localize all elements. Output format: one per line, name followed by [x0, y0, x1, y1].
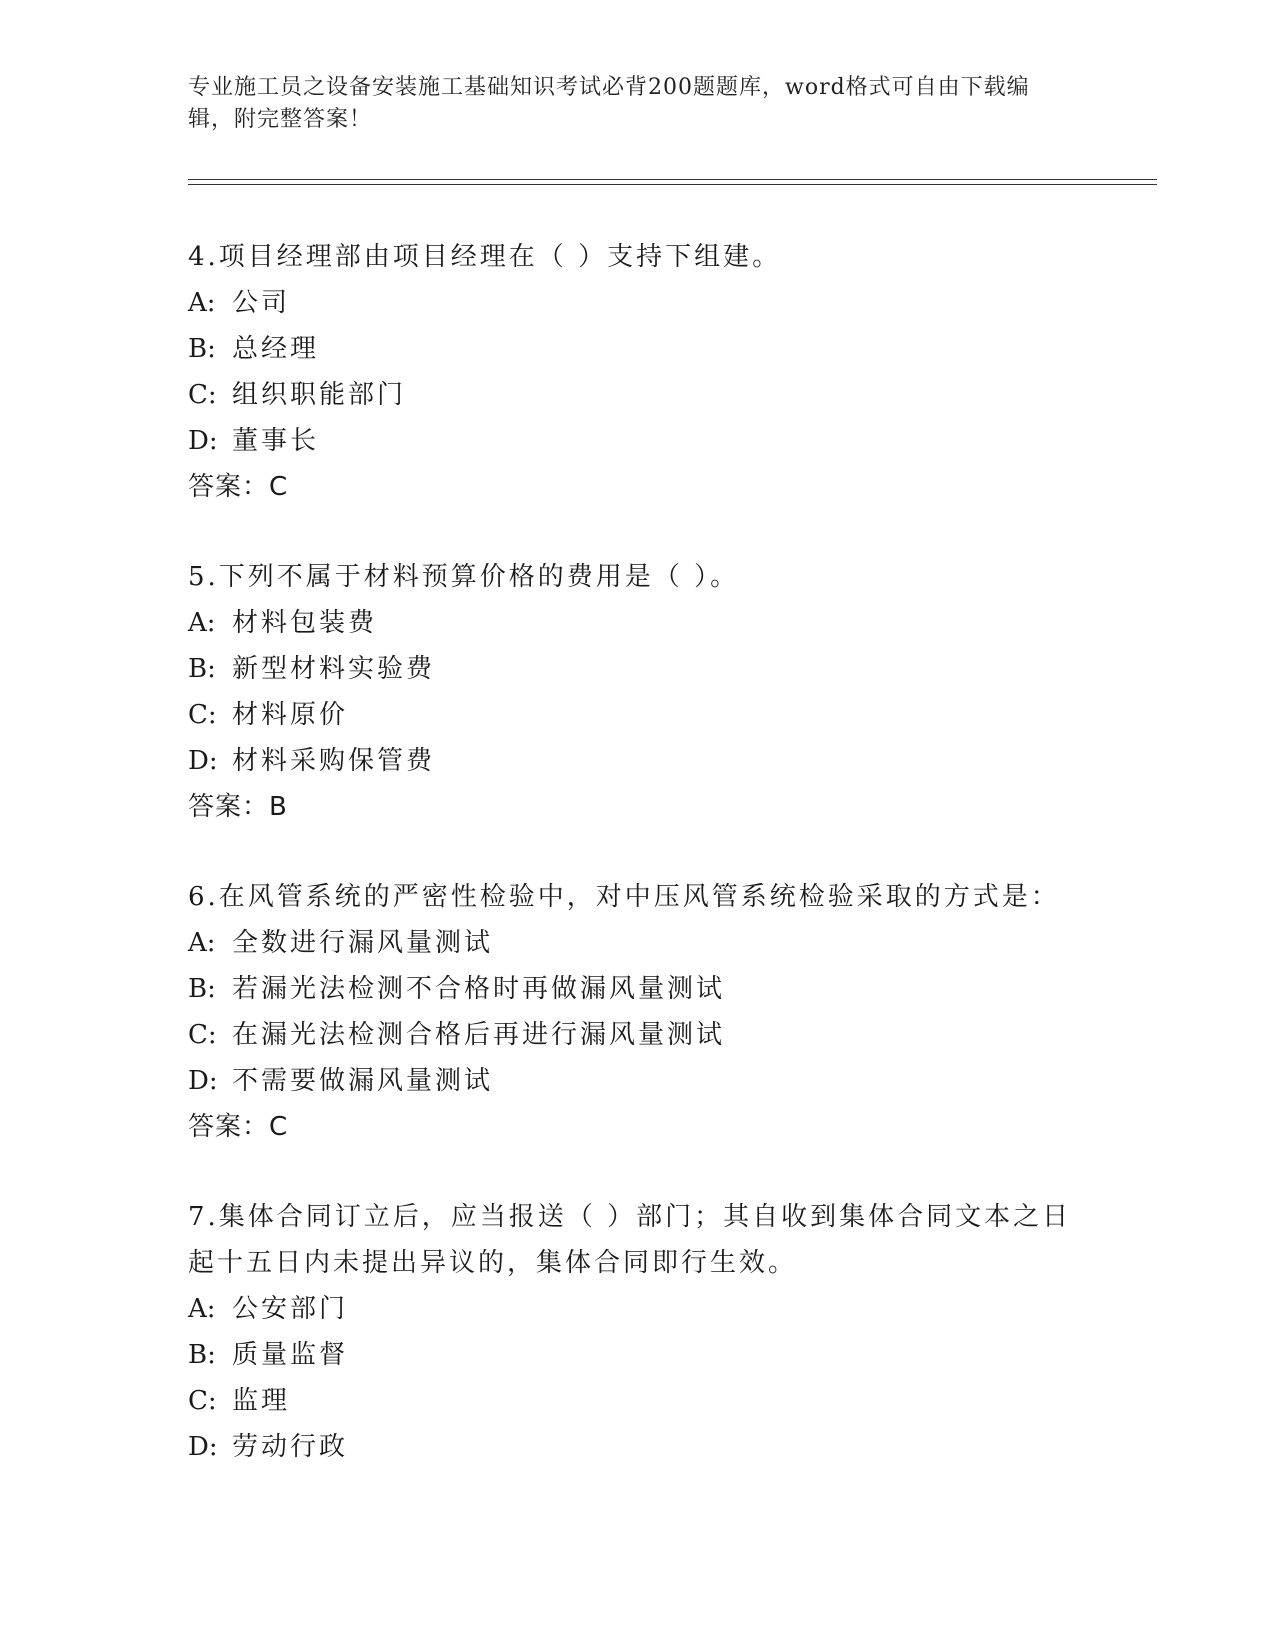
- option-a: [188, 920, 1088, 966]
- option-a: [188, 600, 1088, 646]
- option-text: 新型材料实验费: [232, 654, 436, 684]
- option-c: [188, 372, 1088, 418]
- option-letter: B:: [188, 1340, 216, 1370]
- option-letter: C:: [188, 1020, 217, 1050]
- option-a: [188, 280, 1088, 326]
- option-text: 材料原价: [232, 700, 349, 730]
- option-letter: D:: [188, 746, 218, 776]
- question-7: [188, 1194, 1088, 1470]
- option-text: 公司: [232, 288, 291, 318]
- option-letter: D:: [188, 1066, 218, 1096]
- question-6: [188, 874, 1088, 1150]
- document-header: 专业施工员之设备安装施工基础知识考试必背200题题库，word格式可自由下载编辑，附完整答案！: [188, 75, 1030, 132]
- option-b: [188, 966, 1088, 1012]
- option-text: 若漏光法检测不合格时再做漏风量测试: [232, 974, 726, 1004]
- option-letter: C:: [188, 700, 217, 730]
- question-stem: 6.在风管系统的严密性检验中，对中压风管系统检验采取的方式是：: [188, 882, 1060, 912]
- option-text: 董事长: [232, 426, 320, 456]
- answer-line: 答案：B: [188, 792, 288, 822]
- option-c: [188, 692, 1088, 738]
- option-b: [188, 646, 1088, 692]
- option-letter: B:: [188, 334, 216, 364]
- option-letter: D:: [188, 426, 218, 456]
- option-letter: B:: [188, 974, 216, 1004]
- header-divider-top: [188, 179, 1157, 180]
- option-letter: B:: [188, 654, 216, 684]
- option-letter: A:: [188, 1294, 216, 1324]
- option-b: [188, 326, 1088, 372]
- option-text: 材料包装费: [232, 608, 378, 638]
- option-d: [188, 738, 1088, 784]
- option-d: [188, 1424, 1088, 1470]
- option-text: 监理: [232, 1386, 291, 1416]
- option-letter: D:: [188, 1432, 218, 1462]
- question-5: [188, 554, 1088, 830]
- option-c: [188, 1378, 1088, 1424]
- option-letter: A:: [188, 928, 216, 958]
- option-d: [188, 418, 1088, 464]
- question-4: [188, 234, 1088, 510]
- option-d: [188, 1058, 1088, 1104]
- question-stem: 4.项目经理部由项目经理在（ ）支持下组建。: [188, 242, 782, 272]
- option-text: 总经理: [232, 334, 320, 364]
- option-text: 不需要做漏风量测试: [232, 1066, 494, 1096]
- option-letter: A:: [188, 608, 216, 638]
- option-a: [188, 1286, 1088, 1332]
- option-b: [188, 1332, 1088, 1378]
- option-text: 在漏光法检测合格后再进行漏风量测试: [232, 1020, 726, 1050]
- option-c: [188, 1012, 1088, 1058]
- answer-line: 答案：C: [188, 472, 289, 502]
- option-text: 公安部门: [232, 1294, 349, 1324]
- option-letter: A:: [188, 288, 216, 318]
- option-text: 劳动行政: [232, 1432, 349, 1462]
- answer-line: 答案：C: [188, 1112, 289, 1142]
- question-stem: 5.下列不属于材料预算价格的费用是（ ）。: [188, 562, 740, 592]
- option-text: 全数进行漏风量测试: [232, 928, 494, 958]
- option-text: 组织职能部门: [232, 380, 407, 410]
- option-letter: C:: [188, 1386, 217, 1416]
- question-stem: 7.集体合同订立后，应当报送（ ）部门；其自收到集体合同文本之日起十五日内未提出异议的，集体合同即行生效。: [188, 1202, 1072, 1278]
- option-letter: C:: [188, 380, 217, 410]
- option-text: 材料采购保管费: [232, 746, 436, 776]
- header-divider-bottom: [188, 184, 1157, 185]
- option-text: 质量监督: [232, 1340, 349, 1370]
